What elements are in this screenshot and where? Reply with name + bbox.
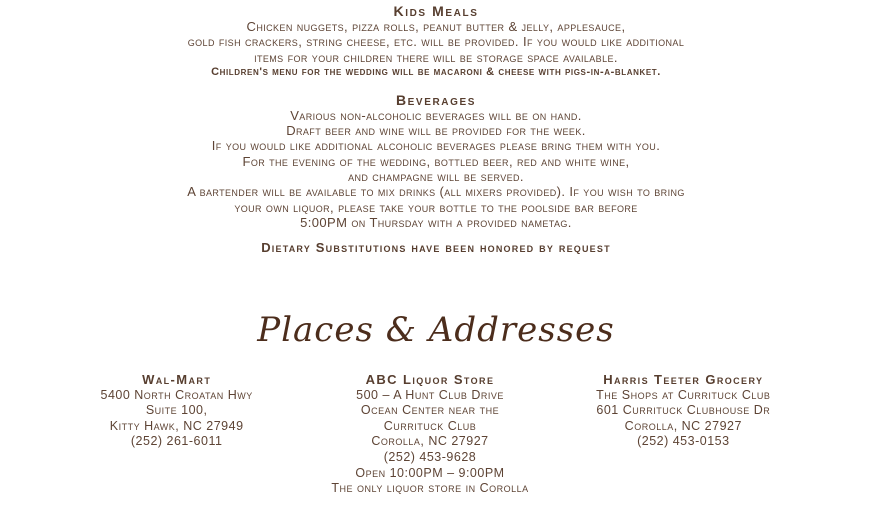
- beverages-line: 5:00PM on Thursday with a provided nametag.: [300, 214, 572, 230]
- address-line: Ocean Center near the: [360, 403, 500, 418]
- beverages-line: A bartender will be available to mix drinks (all mixers provided). If you wish to bring: [187, 184, 685, 200]
- address-line: Kitty Hawk, NC 27949: [109, 418, 244, 433]
- address-line: 601 Currituck Clubhouse Dr: [596, 403, 771, 418]
- location-name: Harris Teeter Grocery: [603, 371, 764, 387]
- beverages-line: Various non-alcoholic beverages will be on hand.: [290, 107, 582, 123]
- hours-line: Open 10:00PM – 9:00PM: [355, 465, 505, 480]
- dietary-substitutions-note: Dietary Substitutions have been honored by request: [261, 240, 611, 256]
- kids-meals-line: gold fish crackers, string cheese, etc. will be provided. If you would like additional: [187, 34, 685, 50]
- phone-number: (252) 261-6011: [130, 434, 223, 449]
- kids-meals-line: Chicken nuggets, pizza rolls, peanut butter & jelly, applesauce,: [246, 19, 626, 34]
- kids-meals-line: items for your children there will be storage space available.: [254, 49, 618, 65]
- kids-meals-note: Children's menu for the wedding will be macaroni & cheese with pigs-in-a-blanket.: [211, 65, 661, 78]
- address-line: Currituck Club: [383, 418, 477, 433]
- beverages-line: your own liquor, please take your bottle to the poolside bar before: [234, 199, 638, 215]
- location-walmart: [50, 372, 303, 450]
- beverages-line: For the evening of the wedding, bottled beer, red and white wine,: [242, 153, 630, 169]
- address-line: Corolla, NC 27927: [371, 434, 489, 449]
- places-addresses-title: Places & Addresses: [257, 309, 615, 350]
- beverages-section: [0, 92, 872, 230]
- address-line: 5400 North Croatan Hwy: [100, 387, 253, 402]
- phone-number: (252) 453-9628: [383, 449, 477, 464]
- phone-number: (252) 453-0153: [637, 434, 730, 449]
- places-columns: [50, 372, 810, 497]
- beverages-line: Draft beer and wine will be provided for the week.: [286, 123, 586, 139]
- beverages-line: and champagne will be served.: [348, 169, 524, 185]
- address-line: The Shops at Currituck Club: [596, 387, 771, 402]
- beverages-title: Beverages: [395, 91, 477, 108]
- note-line: The only liquor store in Corolla: [331, 481, 529, 496]
- location-harris-teeter: [557, 372, 810, 450]
- location-abc-liquor-store: [303, 372, 556, 497]
- kids-meals-section: [0, 3, 872, 79]
- location-name: ABC Liquor Store: [365, 371, 495, 387]
- address-line: Suite 100,: [145, 403, 208, 418]
- address-line: 500 – A Hunt Club Drive: [356, 387, 504, 402]
- address-line: Corolla, NC 27927: [624, 418, 742, 433]
- beverages-line: If you would like additional alcoholic beverages please bring them with you.: [211, 138, 661, 154]
- location-name: Wal-Mart: [142, 371, 212, 387]
- kids-meals-title: Kids Meals: [393, 3, 479, 19]
